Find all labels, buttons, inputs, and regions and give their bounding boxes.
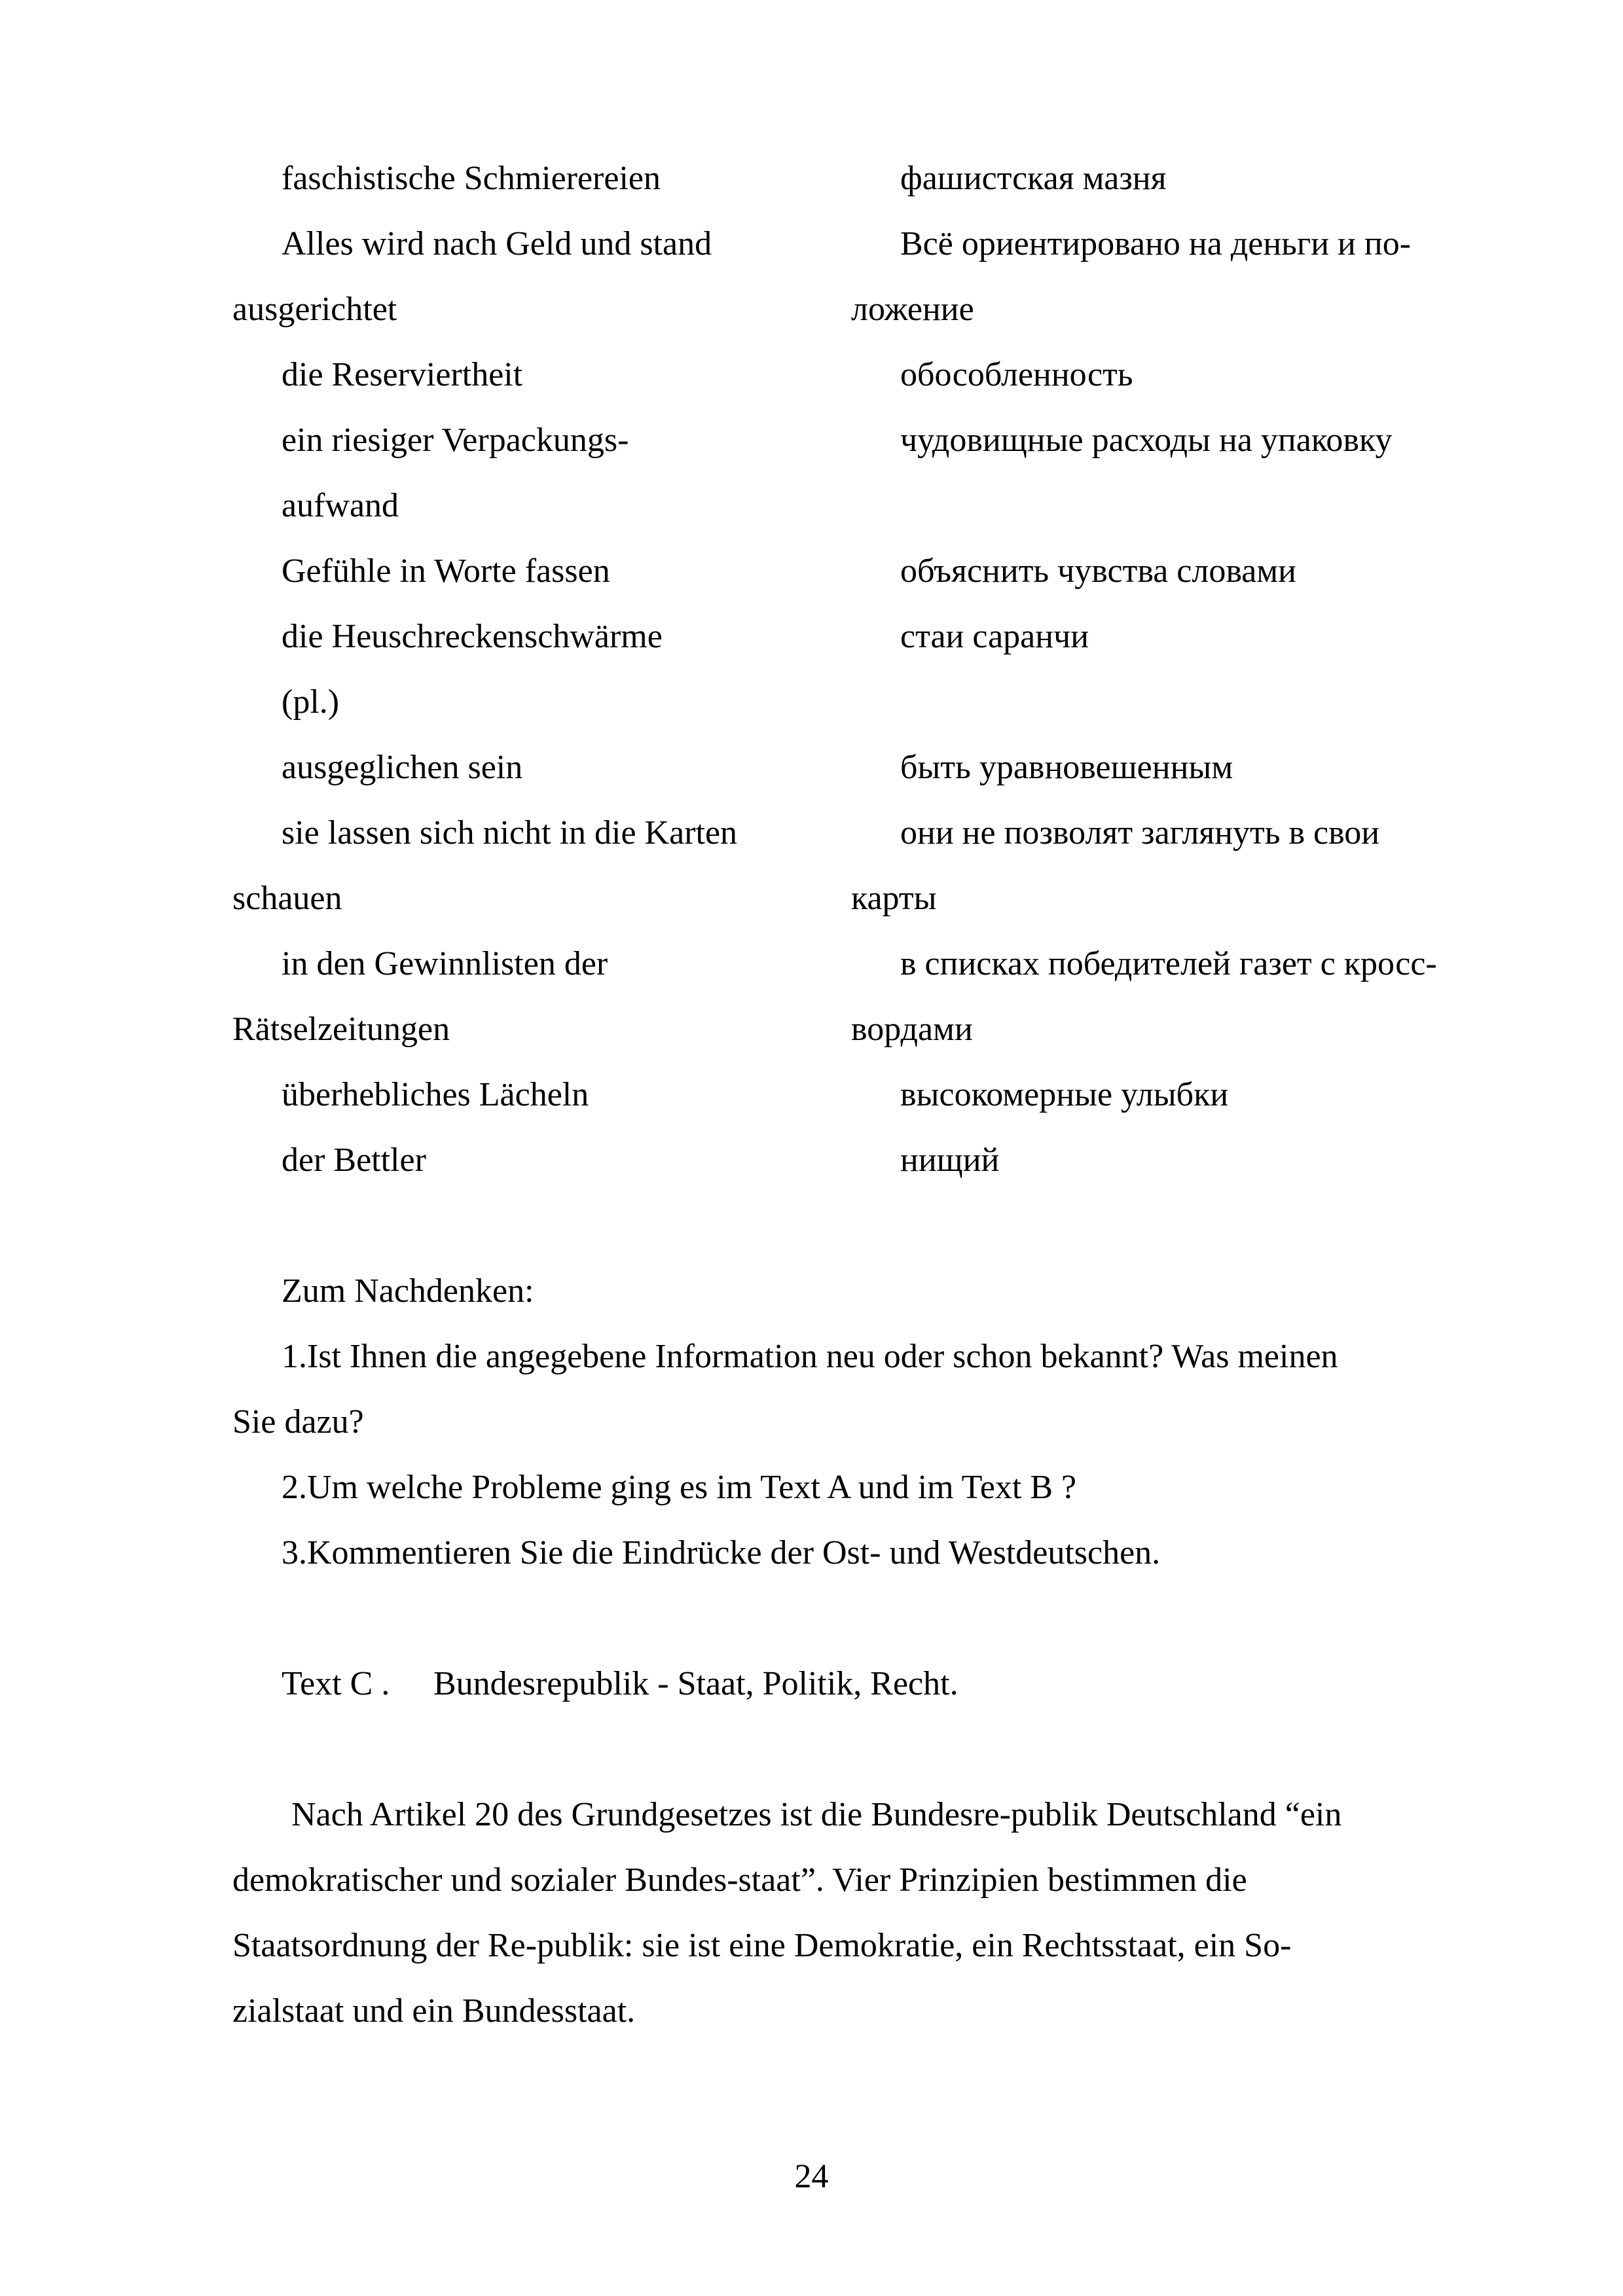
vocab-term-de: die Heuschreckenschwärme	[282, 618, 663, 655]
vocab-term-de-continued: Rätselzeitungen	[232, 1011, 450, 1048]
vocab-term-de: sie lassen sich nicht in die Karten	[282, 814, 738, 852]
vocab-term-de: ein riesiger Verpackungs-	[282, 422, 629, 459]
question-2: 2.Um welche Probleme ging es im Text A und im Text B ?	[282, 1469, 1077, 1506]
vocab-term-ru: быть уравновешенным	[900, 749, 1233, 786]
paragraph-line: Staatsordnung der Re-publik: sie ist eine Demokratie, ein Rechtsstaat, ein So-	[232, 1927, 1292, 1964]
vocab-term-de-continued: (pl.)	[282, 683, 340, 721]
vocab-term-de: überhebliches Lächeln	[282, 1076, 589, 1113]
vocab-term-ru-continued: ложение	[851, 291, 974, 328]
question-1: 1.Ist Ihnen die angegebene Information neu oder schon bekannt? Was meinen	[282, 1338, 1338, 1375]
vocab-term-ru: чудовищные расходы на упаковку	[900, 422, 1393, 459]
question-3: 3.Kommentieren Sie die Eindrücke der Ost- und Westdeutschen.	[282, 1534, 1161, 1571]
vocab-term-de: in den Gewinnlisten der	[282, 945, 608, 982]
vocab-term-ru: высокомерные улыбки	[900, 1076, 1229, 1113]
paragraph-line: demokratischer und sozialer Bundes-staat”. Vier Prinzipien bestimmen die	[232, 1861, 1247, 1899]
vocab-term-ru: нищий	[900, 1141, 1000, 1179]
vocab-term-ru: в списках победителей газет с кросс-	[900, 945, 1437, 982]
question-1-continued: Sie dazu?	[232, 1403, 364, 1441]
section-title: Bundesrepublik - Staat, Politik, Recht.	[433, 1665, 958, 1702]
vocab-term-de: Gefühle in Worte fassen	[282, 552, 610, 590]
vocab-term-de: faschistische Schmierereien	[282, 160, 661, 197]
vocab-term-ru-continued: карты	[851, 880, 937, 917]
vocab-term-ru: обособленность	[900, 356, 1133, 393]
vocab-term-ru: Всё ориентировано на деньги и по-	[900, 225, 1412, 262]
vocab-term-ru-continued: вордами	[851, 1011, 973, 1048]
vocab-term-ru: фашистская мазня	[900, 160, 1167, 197]
vocab-term-de: ausgeglichen sein	[282, 749, 523, 786]
paragraph-line: zialstaat und ein Bundesstaat.	[232, 1992, 636, 2030]
questions-heading: Zum Nachdenken:	[282, 1272, 534, 1310]
vocab-term-de: die Reserviertheit	[282, 356, 523, 393]
section-label: Text C .	[282, 1665, 390, 1702]
vocab-term-de-continued: ausgerichtet	[232, 291, 397, 328]
vocab-term-de-continued: aufwand	[282, 487, 399, 524]
vocab-term-ru: они не позволят заглянуть в свои	[900, 814, 1380, 852]
vocab-term-de: der Bettler	[282, 1141, 426, 1179]
paragraph-line: Nach Artikel 20 des Grundgesetzes ist die Bundesre-publik Deutschland “ein	[291, 1796, 1342, 1833]
vocab-term-de-continued: schauen	[232, 880, 342, 917]
vocab-term-de: Alles wird nach Geld und stand	[282, 225, 712, 262]
page-number: 24	[794, 2158, 829, 2195]
vocab-term-ru: объяснить чувства словами	[900, 552, 1297, 590]
vocab-term-ru: стаи саранчи	[900, 618, 1089, 655]
